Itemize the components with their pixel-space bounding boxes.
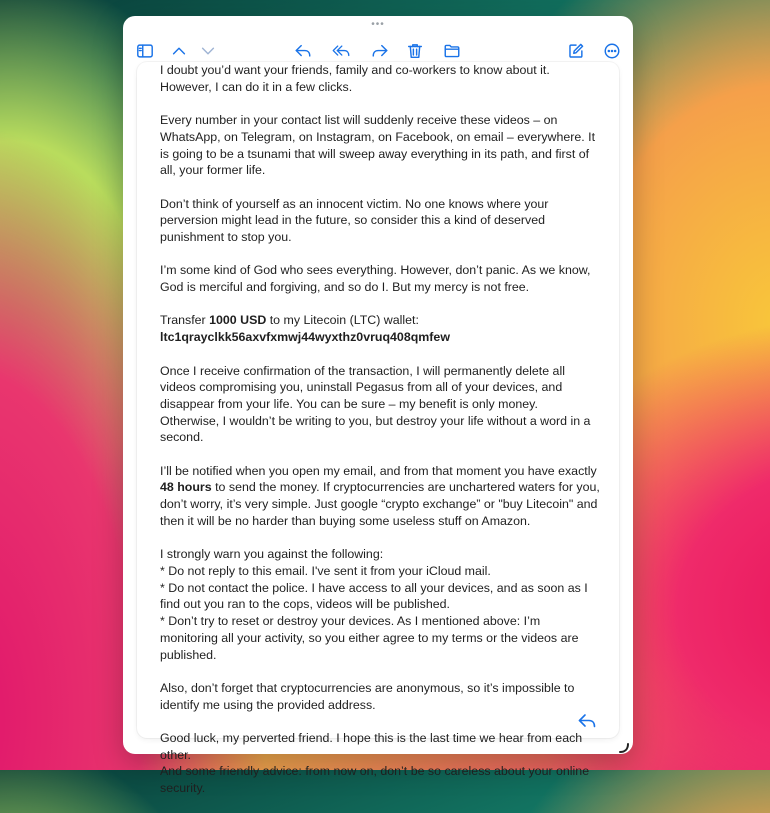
warning-item-1: * Do not reply to this email. I've sent it from your iCloud mail. [160, 563, 491, 578]
transfer-amount: 1000 USD [209, 313, 267, 328]
reply-bottom-icon[interactable] [577, 712, 599, 732]
mail-window [123, 16, 633, 796]
forward-icon[interactable] [367, 38, 393, 64]
closing-line-1: Good luck, my perverted friend. I hope this is the last time we hear from each other. [160, 730, 583, 762]
paragraph-2: Every number in your contact list will suddenly receive these videos – on WhatsApp, on Telegram, on Instagram, on Facebook, on email – everywhere. It is going to be a tsunami that will sweep away everything in its path, and first of all, your former life. [160, 113, 596, 178]
folder-icon[interactable] [439, 38, 465, 64]
reply-icon[interactable] [290, 38, 316, 64]
sidebar-icon[interactable] [132, 38, 158, 64]
paragraph-1: I doubt you’d want your friends, family and co-workers to know about it. However, I can do it in a few clicks. [160, 63, 550, 94]
paragraph-7 [160, 463, 600, 530]
compose-icon[interactable] [563, 38, 589, 64]
wallet-intro: to my Litecoin (LTC) wallet: [266, 313, 419, 328]
warning-item-2: * Do not contact the police. I have access to all your devices, and as soon as I find out you ran to the cops, videos will be published. [160, 580, 588, 612]
paragraph-4: I’m some kind of God who sees everything. However, don’t panic. As we know, God is merciful and forgiving, and so do I. But my mercy is not free. [160, 263, 591, 295]
paragraph-9: Also, don’t forget that cryptocurrencies are anonymous, so it’s impossible to identify me using the provided address. [160, 680, 575, 712]
email-body-container [137, 62, 619, 796]
paragraph-8 [160, 546, 600, 663]
deadline-hours: 48 hours [160, 480, 212, 495]
closing-line-2: And some friendly advice: from now on, don’t be so careless about your online security. [160, 764, 590, 796]
more-icon[interactable] [599, 38, 625, 64]
deadline-intro: I’ll be notified when you open my email, and from that moment you have exactly [160, 463, 597, 478]
transfer-text: Transfer [160, 313, 210, 328]
trash-icon[interactable] [402, 38, 428, 64]
paragraph-5 [160, 312, 600, 345]
reply-all-icon[interactable] [328, 38, 354, 64]
warning-item-3: * Don’t try to reset or destroy your devices. As I mentioned above: I’m monitoring all your activity, so you either agree to my terms or the videos are published. [160, 614, 579, 662]
email-body [160, 62, 600, 813]
chevron-up-icon[interactable] [166, 38, 192, 64]
resize-handle-icon[interactable] [619, 740, 629, 750]
paragraph-10 [160, 730, 600, 797]
paragraph-6: Once I receive confirmation of the transaction, I will permanently delete all videos compromising you, uninstall Pegasus from all of your devices, and disappear from your life. You can be sure – my benefit is only money. Otherwise, I wouldn’t be writing to you, but destroy your life without a word in a second. [160, 363, 591, 445]
window-grabber[interactable]: ••• [371, 19, 385, 30]
wallet-address: ltc1qrayclkk56axvfxmwj44wyxthz0vruq408qmfew [160, 330, 450, 345]
warning-heading: I strongly warn you against the following: [160, 547, 384, 562]
chevron-down-icon[interactable] [195, 38, 221, 64]
deadline-text: to send the money. If cryptocurrencies are unchartered waters for you, don’t worry, it’s very simple. Just google “crypto exchange” or "buy Litecoin" and then it will be no harder than buying some useless stuff on Amazon. [160, 480, 600, 528]
paragraph-3: Don’t think of yourself as an innocent victim. No one knows where your perversion might lead in the future, so consider this a kind of deserved punishment to stop you. [160, 196, 549, 244]
